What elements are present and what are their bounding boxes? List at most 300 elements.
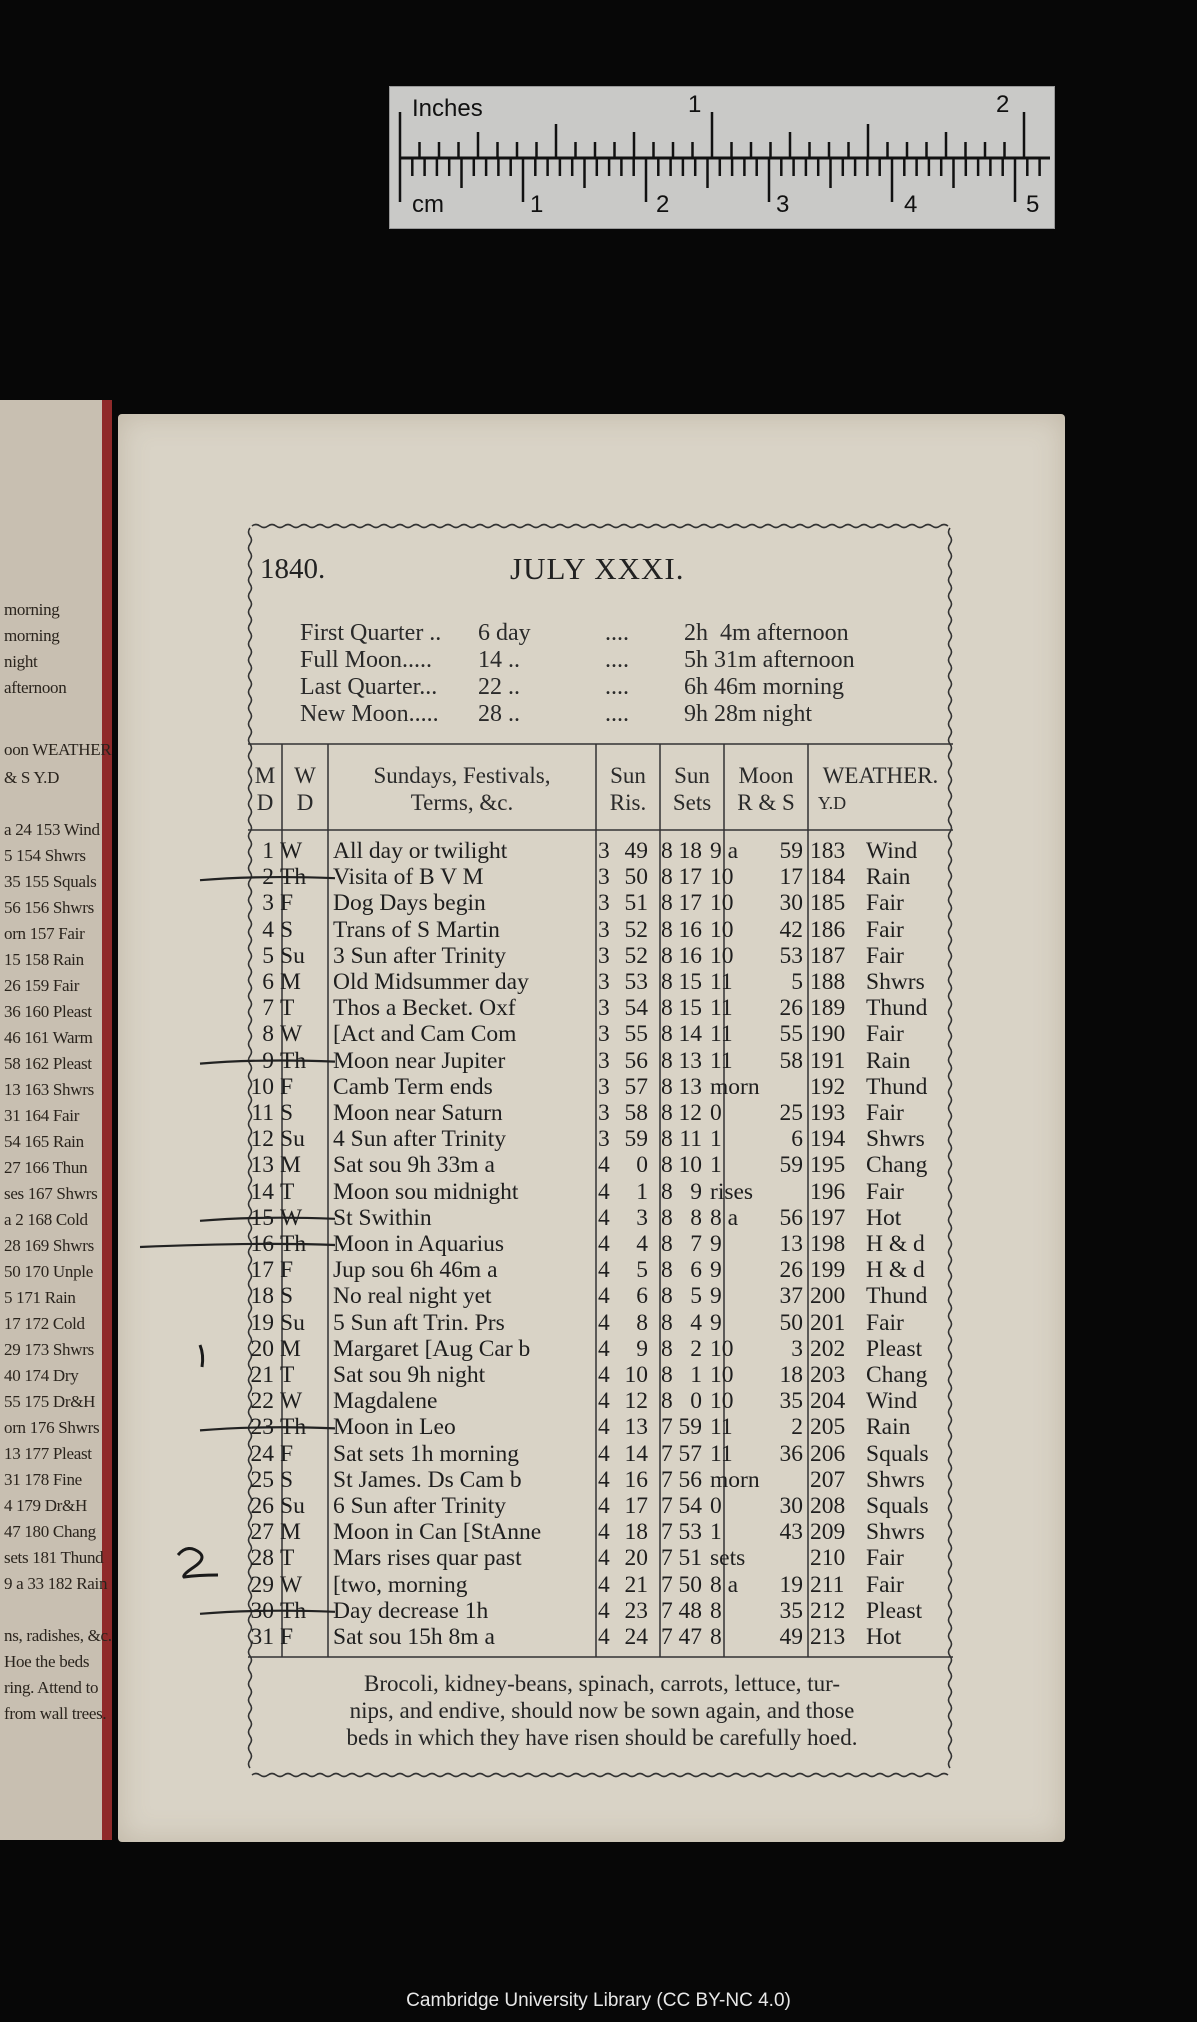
row-year-day: 212 [810, 1597, 846, 1624]
row-sunrise-hour: 4 [598, 1440, 610, 1467]
row-week-day: Su [280, 942, 305, 969]
row-sunrise-min: 12 [624, 1388, 648, 1415]
facing-page-line: ns, radishes, &c. [4, 1626, 112, 1645]
row-weather: Thund [866, 1283, 928, 1310]
row-weather: Squals [866, 1440, 929, 1467]
calendar-row [248, 943, 953, 969]
row-month-day: 30 [250, 1597, 274, 1624]
row-moon-min: 50 [779, 1309, 803, 1336]
facing-page-line: 55 175 Dr&H [4, 1392, 96, 1411]
moon-phase-day: 22 .. [478, 674, 520, 700]
row-sunrise-min: 5 [636, 1257, 648, 1284]
row-moon-hour: morn [710, 1466, 760, 1493]
row-moon-hour: rises [710, 1178, 754, 1205]
row-event: St Swithin [333, 1204, 432, 1231]
facing-page-line: a 2 168 Cold [4, 1210, 88, 1229]
row-sunset-hour: 8 [661, 1073, 673, 1100]
row-moon-min: 26 [779, 995, 803, 1022]
row-moon-hour: 0 [710, 1100, 722, 1126]
ruler-inch-mark: 1 [688, 91, 702, 118]
facing-page-line: 50 170 Unple [4, 1262, 93, 1281]
col-header-events: Sundays, Festivals, Terms, &c. [373, 763, 551, 815]
row-sunrise-min: 52 [624, 942, 648, 969]
row-moon-min: 49 [779, 1624, 803, 1650]
calendar-row [248, 1572, 953, 1598]
row-event: Moon in Aquarius [333, 1231, 505, 1257]
row-moon-hour: 1 [710, 1152, 722, 1179]
calendar-row [248, 917, 953, 943]
row-weather: Thund [866, 995, 928, 1022]
row-event: Old Midsummer day [333, 969, 529, 995]
row-month-day: 9 [262, 1047, 274, 1074]
row-sunrise-hour: 4 [598, 1178, 610, 1205]
facing-page-line: 31 164 Fair [4, 1106, 80, 1125]
row-year-day: 191 [810, 1047, 846, 1074]
row-week-day: F [280, 1257, 294, 1284]
row-sunrise-hour: 4 [598, 1571, 610, 1598]
row-event: Sat sou 15h 8m a [333, 1624, 495, 1650]
row-year-day: 184 [810, 864, 846, 891]
row-week-day: W [280, 1204, 303, 1231]
facing-page-line: sets 181 Thund [4, 1548, 104, 1567]
row-sunrise-min: 59 [624, 1126, 648, 1153]
row-year-day: 197 [810, 1204, 846, 1231]
row-sunrise-min: 17 [624, 1493, 648, 1519]
row-week-day: Th [280, 1414, 307, 1441]
row-event: Moon near Saturn [333, 1100, 503, 1126]
facing-page-line: 36 160 Pleast [4, 1002, 92, 1021]
row-sunset-min: 15 [678, 995, 702, 1022]
row-moon-min: 5 [791, 969, 803, 995]
row-sunrise-hour: 4 [598, 1335, 610, 1362]
row-moon-hour: 11 [710, 1021, 733, 1048]
row-moon-min: 17 [779, 864, 803, 891]
row-sunset-hour: 7 [661, 1440, 673, 1467]
moon-phase-time: 5h 31m afternoon [684, 647, 855, 673]
row-weather: Hot [866, 1624, 902, 1650]
facing-page-line: oon WEATHER [4, 740, 112, 759]
row-weather: Fair [866, 1021, 904, 1048]
row-weather: Fair [866, 916, 904, 943]
row-moon-hour: 8 a [710, 1204, 739, 1231]
moon-phase-dots: .... [605, 674, 629, 700]
row-week-day: W [280, 1021, 303, 1048]
row-moon-min: 42 [779, 916, 803, 943]
row-weather: Fair [866, 1309, 904, 1336]
ruler-cm-mark: 3 [776, 191, 790, 218]
row-month-day: 25 [250, 1466, 274, 1493]
row-weather: Rain [866, 864, 911, 891]
calendar-row [248, 1414, 953, 1440]
row-month-day: 8 [262, 1021, 274, 1048]
row-sunset-hour: 7 [661, 1571, 673, 1598]
row-event: Moon in Can [StAnne [333, 1519, 542, 1546]
facing-page-line: 15 158 Rain [4, 950, 84, 969]
row-weather: Wind [866, 838, 918, 864]
row-sunrise-min: 3 [636, 1204, 648, 1231]
calendar-row [248, 1624, 953, 1650]
row-sunrise-hour: 4 [598, 1152, 610, 1179]
row-month-day: 31 [250, 1624, 274, 1650]
calendar-row [248, 1179, 953, 1205]
row-week-day: W [280, 1571, 303, 1598]
row-sunrise-hour: 4 [598, 1388, 610, 1415]
row-moon-hour: 1 [710, 1126, 722, 1153]
row-sunrise-min: 23 [624, 1597, 648, 1624]
row-moon-min: 18 [779, 1362, 803, 1388]
row-sunset-min: 12 [678, 1100, 702, 1126]
row-sunrise-min: 56 [624, 1047, 648, 1074]
row-sunset-min: 9 [690, 1178, 702, 1205]
row-sunset-hour: 8 [661, 1178, 673, 1205]
col-header-sunset: Sun Sets [672, 763, 712, 815]
row-sunset-hour: 8 [661, 1335, 673, 1362]
row-sunrise-hour: 4 [598, 1257, 610, 1284]
row-sunset-hour: 7 [661, 1597, 673, 1624]
row-weather: Hot [866, 1204, 902, 1231]
row-moon-hour: 10 [710, 864, 734, 891]
row-sunset-min: 53 [678, 1519, 702, 1546]
row-event: 6 Sun after Trinity [333, 1493, 507, 1519]
calendar-row [248, 1283, 953, 1309]
row-sunset-min: 8 [690, 1204, 702, 1231]
row-event: Day decrease 1h [333, 1597, 489, 1624]
row-week-day: W [280, 838, 303, 864]
row-sunset-min: 57 [678, 1440, 702, 1467]
row-weather: Pleast [866, 1597, 923, 1624]
calendar-row [248, 1362, 953, 1388]
facing-page-line: 40 174 Dry [4, 1366, 79, 1385]
row-week-day: T [280, 1178, 295, 1205]
facing-page-line: 56 156 Shwrs [4, 898, 94, 917]
row-event: 4 Sun after Trinity [333, 1126, 507, 1153]
calendar-row [248, 1231, 953, 1257]
row-sunrise-min: 6 [636, 1283, 648, 1310]
facing-page-line: afternoon [4, 678, 67, 697]
row-sunrise-min: 52 [624, 916, 648, 943]
calendar-row [248, 1310, 953, 1336]
row-sunset-min: 48 [678, 1597, 702, 1624]
row-sunset-min: 17 [678, 864, 702, 891]
row-sunset-min: 15 [678, 969, 702, 995]
row-moon-hour: morn [710, 1073, 760, 1100]
row-year-day: 186 [810, 916, 846, 943]
moon-phase-name: Last Quarter... [300, 674, 438, 700]
moon-phase-dots: .... [605, 701, 629, 727]
row-year-day: 195 [810, 1152, 846, 1179]
row-moon-min: 36 [779, 1440, 803, 1467]
row-month-day: 11 [251, 1100, 274, 1126]
row-moon-min: 19 [779, 1571, 803, 1598]
row-moon-hour: 8 a [710, 1571, 739, 1598]
facing-page-line: ses 167 Shwrs [4, 1184, 98, 1203]
row-sunrise-hour: 3 [598, 838, 610, 864]
row-sunset-min: 11 [679, 1126, 702, 1153]
row-event: [Act and Cam Com [333, 1021, 517, 1048]
row-sunset-hour: 8 [661, 1100, 673, 1126]
row-weather: Fair [866, 1571, 904, 1598]
row-sunset-min: 47 [678, 1624, 702, 1650]
row-weather: Pleast [866, 1335, 923, 1362]
row-sunrise-hour: 3 [598, 1021, 610, 1048]
row-week-day: T [280, 1362, 295, 1388]
facing-page-line: 47 180 Chang [4, 1522, 96, 1541]
row-month-day: 3 [262, 890, 274, 917]
row-weather: Shwrs [866, 1466, 925, 1493]
row-sunrise-min: 51 [624, 890, 648, 917]
row-year-day: 196 [810, 1178, 846, 1205]
row-sunset-min: 17 [678, 890, 702, 917]
row-year-day: 193 [810, 1100, 846, 1126]
row-sunset-hour: 7 [661, 1493, 673, 1519]
row-moon-hour: 1 [710, 1519, 722, 1546]
row-year-day: 208 [810, 1493, 846, 1519]
calendar-row [248, 1205, 953, 1231]
col-header-weather: WEATHER. [822, 763, 939, 788]
row-year-day: 188 [810, 969, 846, 995]
row-moon-hour: 11 [710, 969, 733, 995]
row-moon-hour: 10 [710, 890, 734, 917]
row-sunset-min: 4 [690, 1309, 702, 1336]
row-event: Mars rises quar past [333, 1545, 522, 1572]
row-event: Visita of B V M [333, 864, 484, 891]
row-month-day: 13 [250, 1152, 274, 1179]
handwritten-marks [178, 1345, 218, 1577]
row-event: Margaret [Aug Car b [333, 1335, 531, 1362]
row-weather: H & d [866, 1257, 925, 1284]
row-month-day: 22 [250, 1388, 274, 1415]
ruler-inches-label: Inches [412, 95, 483, 122]
row-sunset-min: 6 [690, 1257, 702, 1284]
row-moon-min: 30 [779, 890, 803, 917]
ruler-cm-label: cm [412, 191, 444, 218]
facing-page-line: 27 166 Thun [4, 1158, 88, 1177]
row-sunrise-hour: 3 [598, 1100, 610, 1126]
row-weather: Shwrs [866, 1126, 925, 1153]
row-sunrise-hour: 4 [598, 1414, 610, 1441]
row-weather: Fair [866, 942, 904, 969]
row-sunrise-min: 24 [624, 1624, 648, 1650]
row-moon-hour: 9 [710, 1309, 722, 1336]
row-sunset-hour: 8 [661, 995, 673, 1022]
row-sunset-min: 51 [678, 1545, 702, 1572]
row-moon-min: 26 [779, 1257, 803, 1284]
row-event: 5 Sun aft Trin. Prs [333, 1309, 505, 1336]
facing-page-line: from wall trees. [4, 1704, 107, 1723]
calendar-row [248, 1467, 953, 1493]
row-weather: Wind [866, 1388, 918, 1415]
row-sunrise-hour: 4 [598, 1624, 610, 1650]
row-event: Moon sou midnight [333, 1178, 519, 1205]
footnote-line: beds in which they have risen should be carefully hoed. [346, 1725, 858, 1750]
row-week-day: Su [280, 1309, 305, 1336]
row-moon-hour: 8 [710, 1624, 722, 1650]
row-sunrise-hour: 3 [598, 1126, 610, 1153]
row-sunrise-hour: 4 [598, 1231, 610, 1257]
footnote-line: nips, and endive, should now be sown again, and those [349, 1698, 855, 1723]
row-weather: Squals [866, 1493, 929, 1519]
facing-page-line: morning [4, 626, 60, 645]
row-sunrise-hour: 4 [598, 1597, 610, 1624]
row-sunrise-min: 50 [624, 864, 648, 891]
page-month-title: JULY XXXI. [510, 551, 685, 586]
row-month-day: 5 [262, 942, 274, 969]
row-moon-hour: 11 [710, 995, 733, 1022]
calendar-row [248, 1545, 953, 1571]
calendar-row [248, 1388, 953, 1414]
row-week-day: S [280, 916, 294, 943]
row-sunrise-min: 9 [636, 1335, 648, 1362]
row-year-day: 192 [810, 1073, 846, 1100]
row-sunrise-hour: 3 [598, 942, 610, 969]
row-moon-min: 3 [791, 1335, 803, 1362]
row-sunset-min: 5 [690, 1283, 702, 1310]
row-event: No real night yet [333, 1283, 492, 1310]
calendar-row [248, 864, 953, 890]
row-sunrise-min: 58 [624, 1100, 648, 1126]
row-event: Sat sets 1h morning [333, 1440, 520, 1467]
row-month-day: 24 [250, 1440, 274, 1467]
row-sunrise-hour: 4 [598, 1493, 610, 1519]
facing-page-line: orn 157 Fair [4, 924, 85, 943]
row-sunset-min: 14 [678, 1021, 702, 1048]
moon-phase-day: 14 .. [478, 647, 520, 673]
image-credit: Cambridge University Library (CC BY-NC 4.0) [406, 1990, 791, 2011]
row-event: Jup sou 6h 46m a [333, 1257, 498, 1284]
row-week-day: S [280, 1100, 294, 1126]
calendar-row [248, 1441, 953, 1467]
row-sunrise-min: 20 [624, 1545, 648, 1572]
row-sunset-hour: 8 [661, 1047, 673, 1074]
row-sunset-hour: 8 [661, 1204, 673, 1231]
calendar-row [248, 1021, 953, 1047]
row-sunrise-min: 53 [624, 969, 648, 995]
row-sunrise-min: 21 [624, 1571, 648, 1598]
calendar-row [248, 1598, 953, 1624]
row-sunrise-min: 13 [624, 1414, 648, 1441]
row-sunrise-hour: 4 [598, 1204, 610, 1231]
row-moon-min: 2 [791, 1414, 803, 1441]
row-year-day: 206 [810, 1440, 846, 1467]
row-year-day: 202 [810, 1335, 846, 1362]
row-year-day: 199 [810, 1257, 846, 1284]
row-year-day: 190 [810, 1021, 846, 1048]
facing-page-line: orn 176 Shwrs [4, 1418, 100, 1437]
row-month-day: 7 [262, 995, 274, 1022]
facing-page-line: 5 154 Shwrs [4, 846, 86, 865]
row-month-day: 26 [250, 1493, 274, 1519]
facing-page-line: 13 163 Shwrs [4, 1080, 94, 1099]
row-year-day: 207 [810, 1466, 846, 1493]
row-sunrise-min: 16 [624, 1466, 648, 1493]
row-sunset-min: 59 [678, 1414, 702, 1441]
col-header-month-day: M D [254, 763, 276, 815]
row-sunrise-hour: 4 [598, 1283, 610, 1310]
row-event: Sat sou 9h night [333, 1362, 486, 1388]
row-sunrise-min: 57 [624, 1073, 648, 1100]
row-weather: Chang [866, 1362, 928, 1388]
facing-page-line: Hoe the beds [4, 1652, 90, 1671]
row-weather: Fair [866, 890, 904, 917]
row-weather: Fair [866, 1178, 904, 1205]
calendar-row [248, 1336, 953, 1362]
ruler-cm-mark: 5 [1026, 191, 1040, 218]
calendar-row [248, 969, 953, 995]
row-sunset-hour: 8 [661, 1257, 673, 1284]
row-sunset-min: 2 [690, 1335, 702, 1362]
col-header-sunrise: Sun Ris. [609, 763, 647, 815]
row-moon-min: 56 [779, 1204, 803, 1231]
row-week-day: Su [280, 1126, 305, 1153]
row-month-day: 2 [262, 864, 274, 891]
row-sunrise-hour: 4 [598, 1519, 610, 1546]
row-weather: H & d [866, 1231, 925, 1257]
row-month-day: 1 [262, 838, 274, 864]
row-moon-hour: 10 [710, 1335, 734, 1362]
row-moon-hour: sets [710, 1545, 746, 1572]
row-sunrise-hour: 3 [598, 1073, 610, 1100]
calendar-row [248, 1126, 953, 1152]
row-sunrise-hour: 3 [598, 890, 610, 917]
row-week-day: M [280, 1335, 301, 1362]
row-year-day: 211 [810, 1571, 845, 1598]
row-year-day: 213 [810, 1624, 846, 1650]
row-sunrise-hour: 3 [598, 969, 610, 995]
moon-phase-time: 2h 4m afternoon [684, 620, 849, 646]
moon-phase-name: First Quarter .. [300, 620, 442, 646]
col-header-week-day: W D [294, 763, 316, 815]
moon-phase-dots: .... [605, 620, 629, 646]
row-sunrise-hour: 3 [598, 1047, 610, 1074]
row-sunset-min: 7 [690, 1231, 702, 1257]
row-month-day: 20 [250, 1335, 274, 1362]
row-sunset-min: 10 [678, 1152, 702, 1179]
row-year-day: 201 [810, 1309, 846, 1336]
calendar-row [248, 1257, 953, 1283]
row-moon-min: 6 [791, 1126, 803, 1153]
row-event: Sat sou 9h 33m a [333, 1152, 495, 1179]
row-sunset-hour: 7 [661, 1624, 673, 1650]
facing-page-line: 17 172 Cold [4, 1314, 85, 1333]
calendar-row [248, 1048, 953, 1074]
calendar-row [248, 1519, 953, 1545]
moon-phase-name: New Moon..... [300, 701, 439, 727]
row-moon-min: 53 [779, 942, 803, 969]
row-week-day: Th [280, 1231, 307, 1257]
row-sunset-min: 16 [678, 916, 702, 943]
row-sunrise-min: 55 [624, 1021, 648, 1048]
row-month-day: 19 [250, 1309, 274, 1336]
row-moon-min: 30 [779, 1493, 803, 1519]
row-moon-hour: 8 [710, 1597, 722, 1624]
row-sunset-hour: 8 [661, 942, 673, 969]
row-month-day: 6 [262, 969, 274, 995]
row-weather: Rain [866, 1047, 911, 1074]
row-week-day: T [280, 995, 295, 1022]
row-sunrise-hour: 4 [598, 1466, 610, 1493]
row-moon-min: 25 [779, 1100, 803, 1126]
row-moon-min: 37 [779, 1283, 803, 1310]
moon-phase-time: 9h 28m night [684, 701, 813, 727]
row-moon-min: 59 [779, 1152, 803, 1179]
row-year-day: 198 [810, 1231, 846, 1257]
facing-page-line: morning [4, 600, 60, 619]
row-year-day: 189 [810, 995, 846, 1022]
calendar-row [248, 1493, 953, 1519]
row-week-day: Th [280, 1597, 307, 1624]
row-sunset-hour: 7 [661, 1545, 673, 1572]
row-sunset-hour: 8 [661, 1231, 673, 1257]
